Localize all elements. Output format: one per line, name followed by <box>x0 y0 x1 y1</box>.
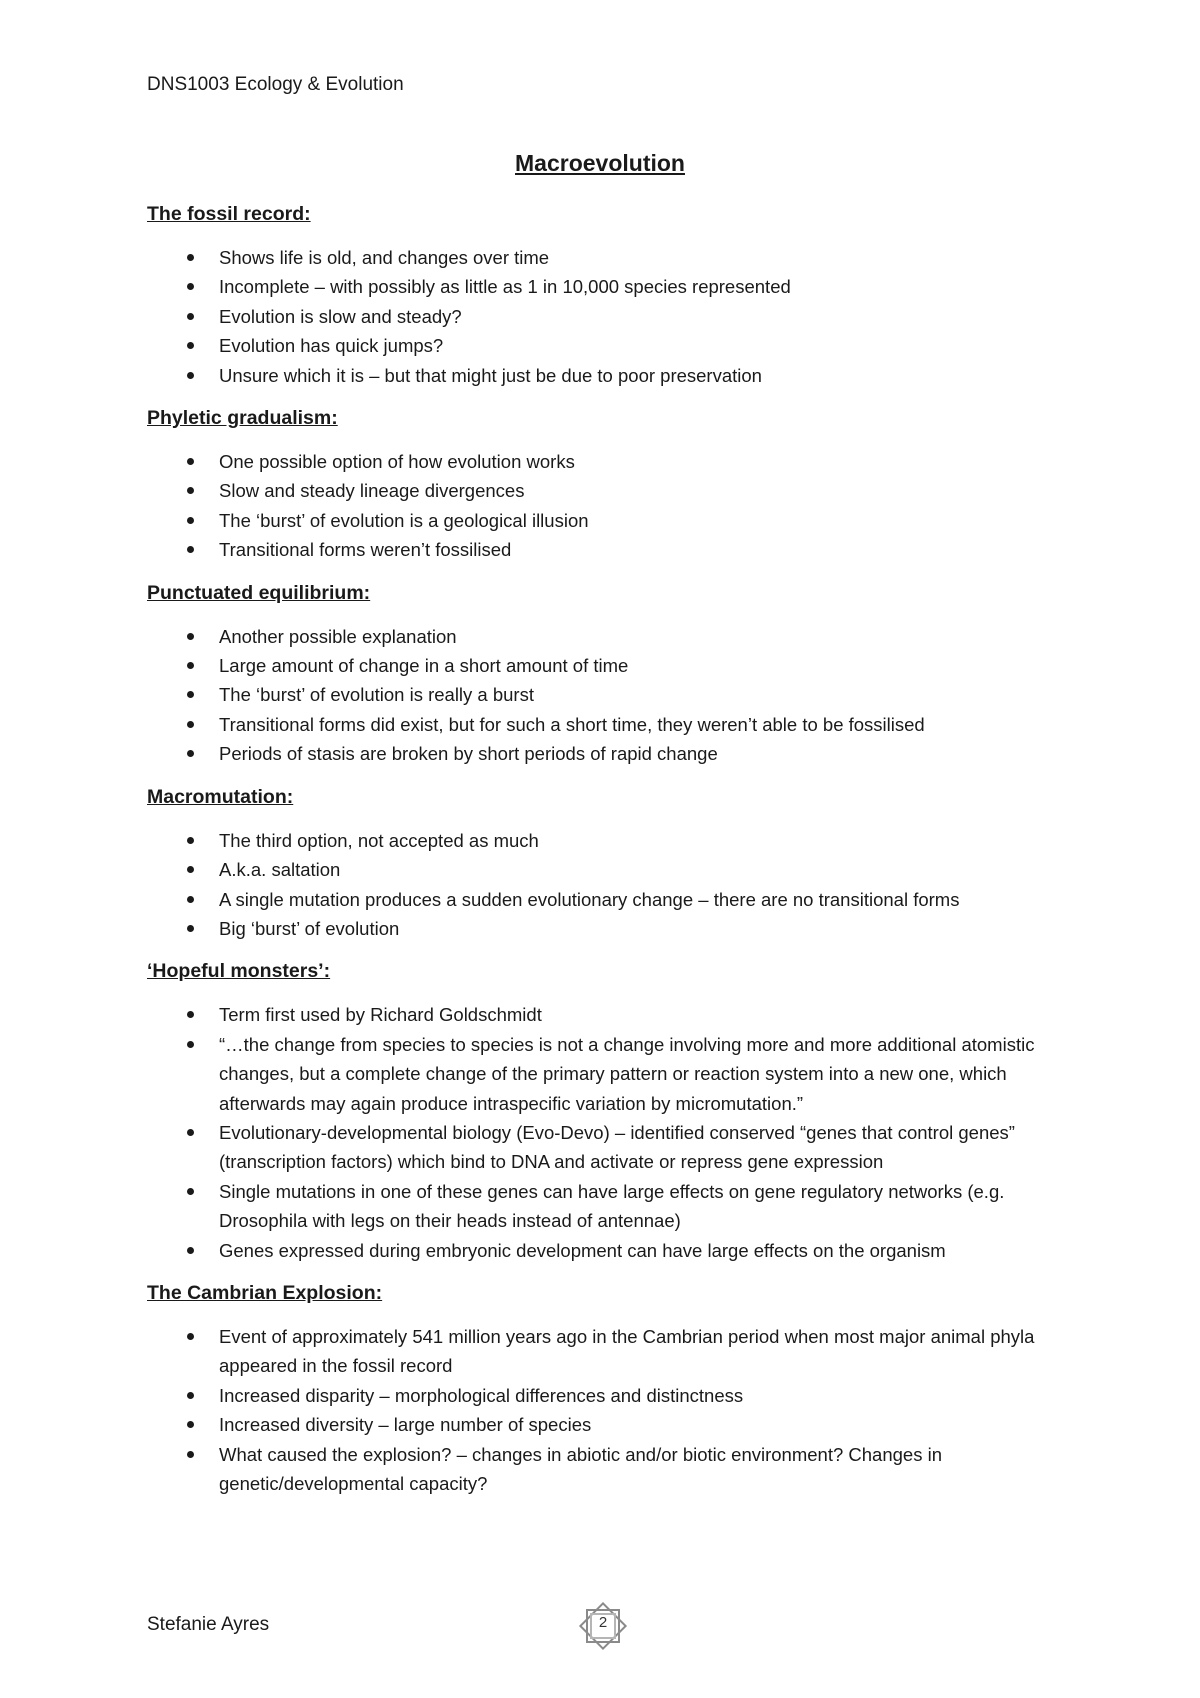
bullet-list <box>147 826 1047 944</box>
list-item: Evolution has quick jumps? <box>147 331 1047 360</box>
section-hopeful-monsters <box>147 957 1047 1265</box>
list-item: The third option, not accepted as much <box>147 826 1047 855</box>
bullet-list <box>147 243 1047 390</box>
section-phyletic-gradualism <box>147 404 1047 565</box>
list-item: Shows life is old, and changes over time <box>147 243 1047 272</box>
section-macromutation <box>147 783 1047 944</box>
list-item: Another possible explanation <box>147 622 1047 651</box>
list-item: Incomplete – with possibly as little as 1 in 10,000 species represented <box>147 272 1047 301</box>
page-number-badge <box>575 1598 631 1654</box>
list-item: “…the change from species to species is not a change involving more and more additional atomistic changes, but a complete change of the primary pattern or reaction system into a new one, which afterwards may again produce intraspecific variation by micromutation.” <box>147 1030 1047 1118</box>
list-item: Transitional forms did exist, but for such a short time, they weren’t able to be fossilised <box>147 710 1047 739</box>
footer-author: Stefanie Ayres <box>147 1614 270 1635</box>
bullet-list <box>147 622 1047 769</box>
list-item: The ‘burst’ of evolution is a geological illusion <box>147 506 1047 535</box>
list-item: One possible option of how evolution works <box>147 447 1047 476</box>
document-body <box>147 200 1047 1512</box>
section-cambrian-explosion <box>147 1279 1047 1498</box>
section-heading: The Cambrian Explosion: <box>147 1281 383 1304</box>
list-item: Large amount of change in a short amount of time <box>147 651 1047 680</box>
list-item: Evolution is slow and steady? <box>147 302 1047 331</box>
list-item: What caused the explosion? – changes in abiotic and/or biotic environment? Changes in genetic/developmental capacity? <box>147 1440 1047 1499</box>
section-fossil-record <box>147 200 1047 390</box>
list-item: Event of approximately 541 million years ago in the Cambrian period when most major animal phyla appeared in the fossil record <box>147 1322 1047 1381</box>
list-item: The ‘burst’ of evolution is really a burst <box>147 680 1047 709</box>
document-header: DNS1003 Ecology & Evolution <box>147 74 404 95</box>
list-item: Evolutionary-developmental biology (Evo-Devo) – identified conserved “genes that control genes” (transcription factors) which bind to DNA and activate or repress gene expression <box>147 1118 1047 1177</box>
section-heading: The fossil record: <box>147 203 311 225</box>
list-item: Single mutations in one of these genes can have large effects on gene regulatory networks (e.g. Drosophila with legs on their heads instead of antennae) <box>147 1177 1047 1236</box>
section-punctuated-equilibrium <box>147 579 1047 769</box>
bullet-list <box>147 1322 1047 1498</box>
list-item: Transitional forms weren’t fossilised <box>147 535 1047 564</box>
list-item: Increased disparity – morphological differences and distinctness <box>147 1381 1047 1410</box>
list-item: Big ‘burst’ of evolution <box>147 914 1047 943</box>
list-item: Unsure which it is – but that might just be due to poor preservation <box>147 361 1047 390</box>
list-item: Periods of stasis are broken by short periods of rapid change <box>147 739 1047 768</box>
section-heading: ‘Hopeful monsters’: <box>147 960 331 983</box>
section-heading: Phyletic gradualism: <box>147 407 338 430</box>
section-heading: Macromutation: <box>147 785 294 808</box>
list-item: Term first used by Richard Goldschmidt <box>147 1000 1047 1029</box>
page-number: 2 <box>598 1614 608 1631</box>
list-item: Slow and steady lineage divergences <box>147 476 1047 505</box>
list-item: A single mutation produces a sudden evolutionary change – there are no transitional forms <box>147 885 1047 914</box>
bullet-list <box>147 447 1047 565</box>
list-item: Increased diversity – large number of species <box>147 1410 1047 1439</box>
section-heading: Punctuated equilibrium: <box>147 581 371 604</box>
bullet-list <box>147 1000 1047 1265</box>
list-item: Genes expressed during embryonic development can have large effects on the organism <box>147 1236 1047 1265</box>
page-title: Macroevolution <box>515 150 685 176</box>
list-item: A.k.a. saltation <box>147 855 1047 884</box>
